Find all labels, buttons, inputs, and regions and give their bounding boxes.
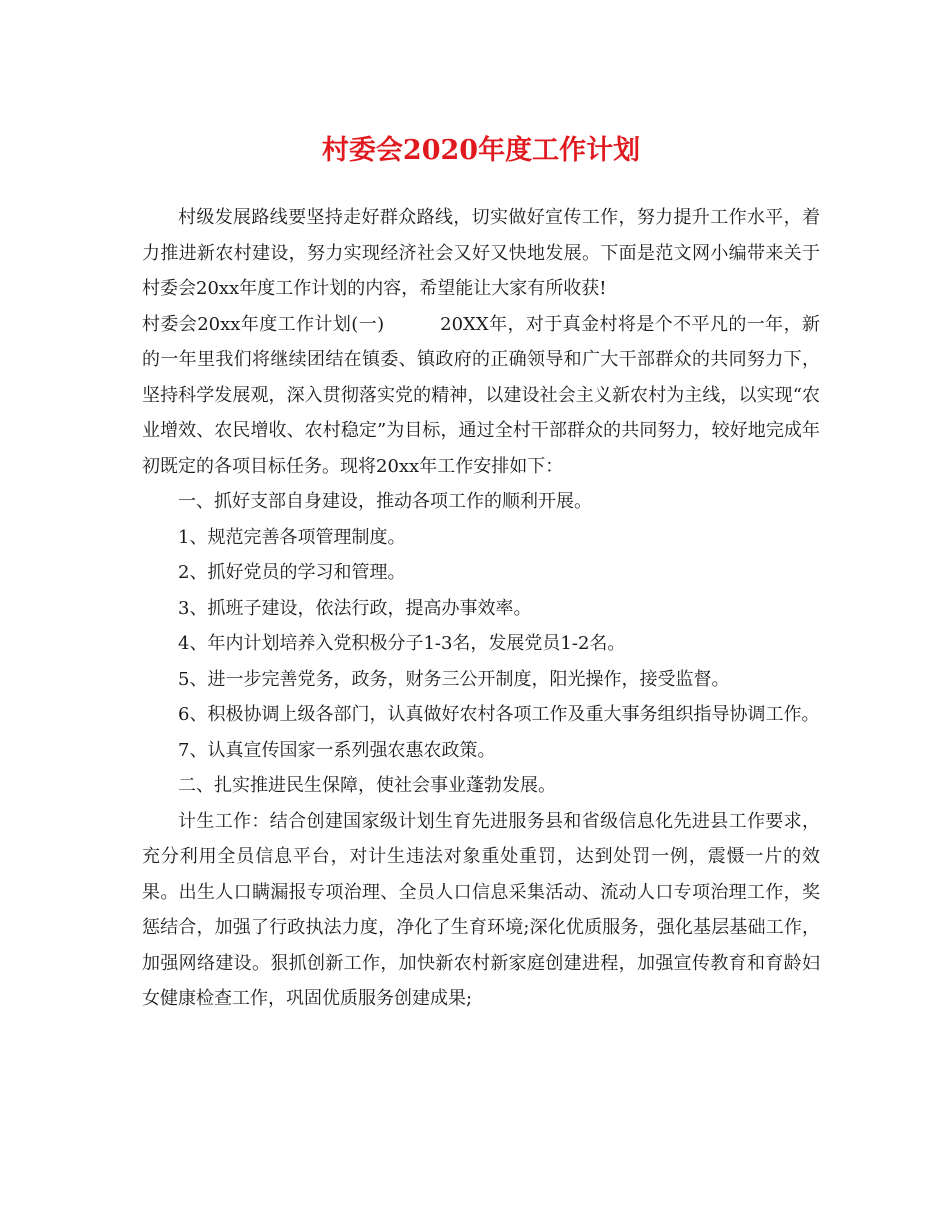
paragraph-item: 3、抓班子建设，依法行政，提高办事效率。 [178,597,532,619]
section-heading: 村委会20xx年度工作计划(一) [142,313,385,335]
paragraph-item: 2、抓好党员的学习和管理。 [178,562,406,583]
document-title: 村委会2020年度工作计划 [321,135,641,166]
document-body [142,200,820,1017]
paragraph-item: 7、认真宣传国家一系列强农惠农政策。 [178,739,496,761]
paragraph-item: 一、抓好支部自身建设，推动各项工作的顺利开展。 [178,491,592,512]
paragraph-item: 6、积极协调上级各部门，认真做好农村各项工作及重大事务组织指导协调工作。 [178,704,820,725]
paragraph-plan-one [142,307,820,485]
paragraph-text: 20XX年，对于真金村将是个不平凡的一年，新的一年里我们将继续团结在镇委、镇政府的正确领导和广大干部群众的共同努力下，坚持科学发展观，深入贯彻落实党的精神，以建设社会主义新农村为主线，以实现“农业增效、农民增收、农村稳定”为目标，通过全村干部群众的共同努力，较好地完成年初既定的各项目标任务。现将20xx年工作安排如下： [142,313,820,477]
paragraph-family-planning: 计生工作：结合创建国家级计划生育先进服务县和省级信息化先进县工作要求，充分利用全员信息平台，对计生违法对象重处重罚，达到处罚一例，震慑一片的效果。出生人口瞒漏报专项治理、全员人口信息采集活动、流动人口专项治理工作，奖惩结合，加强了行政执法力度，净化了生育环境;深化优质服务，强化基层基础工作，加强网络建设。狠抓创新工作，加快新农村新家庭创建进程，加强宣传教育和育龄妇女健康检查工作，巩固优质服务创建成果; [142,810,820,1009]
paragraph-item: 二、扎实推进民生保障，使社会事业蓬勃发展。 [178,775,556,796]
paragraph-item: 4、年内计划培养入党积极分子1-3名，发展党员1-2名。 [178,633,626,654]
paragraph-item: 1、规范完善各项管理制度。 [178,526,406,548]
paragraph-item: 5、进一步完善党务，政务，财务三公开制度，阳光操作，接受监督。 [178,668,730,690]
paragraph-intro: 村级发展路线要坚持走好群众路线，切实做好宣传工作，努力提升工作水平，着力推进新农村建设，努力实现经济社会又好又快地发展。下面是范文网小编带来关于村委会20xx年度工作计划的内容，希望能让大家有所收获! [142,207,820,299]
